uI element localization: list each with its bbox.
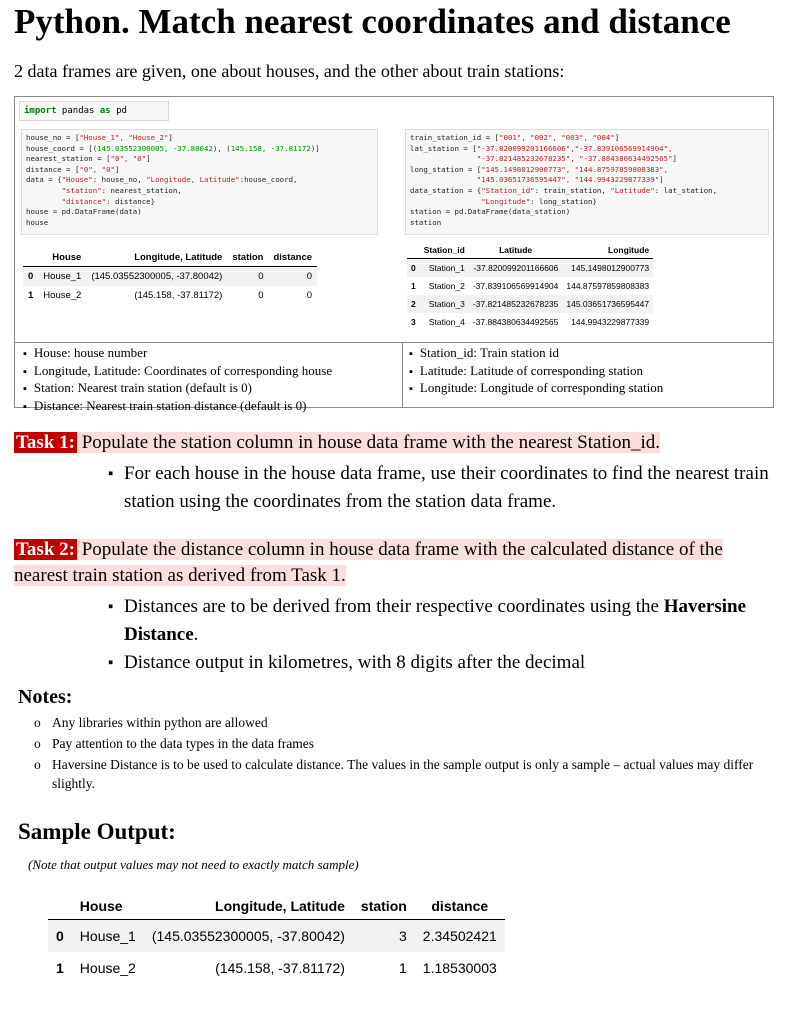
divider <box>15 342 773 343</box>
divider <box>402 342 403 408</box>
list-item: o Haversine Distance is to be used to calculate distance. The values in the sample output is only a sample – actual values may differ slightly. <box>34 755 774 793</box>
table-row: 0 House_1 (145.03552300005, -37.80042) 0 0 <box>23 267 317 287</box>
task-label: Task 2: <box>16 539 75 560</box>
list-item: ▪ House: house number <box>23 345 332 363</box>
import-code-cell <box>19 101 169 121</box>
task-text: Populate the distance column in house data frame with the calculated distance of the <box>76 539 723 560</box>
list-item: ▪ For each house in the house data frame, use their coordinates to find the nearest train station using the coordinates from the station data frame. <box>108 460 778 516</box>
task2-heading <box>14 537 789 589</box>
index-header <box>48 893 72 920</box>
list-item: o Any libraries within python are allowed <box>34 713 774 732</box>
table-row: 1 Station_2 -37.839106569914904 144.87597859808383 <box>411 281 650 291</box>
table-row: 1 House_2 (145.158, -37.81172) 1 1.18530003 <box>56 960 497 976</box>
station-dataframe-table <box>407 242 653 331</box>
table-row: 0 House_1 (145.03552300005, -37.80042) 3 2.34502421 <box>48 920 505 953</box>
house-code-cell: house_no = ["House_1", "House_2"] house_coord = [(145.03552300005, -37.80042), (145.158, -37.81172)] nearest_station = ["0", "0"] distance = ["0", "0"] data = {"House": house_no, "Longitude, Latitude":house_coord, "station": nearest_station, "distance": distance} house = pd.DataFrame(data) house <box>21 129 378 235</box>
station-column-descriptions <box>409 345 663 398</box>
list-item: ▪ Longitude: Longitude of corresponding station <box>409 380 663 398</box>
column-header: House <box>38 249 86 267</box>
station-code-cell: train_station_id = ["001", "002", "003", "004"] lat_station = ["-37.820099201166606","-37.839106569914904", "-37.821485232678235", "-37.884380634492565"] long_station = ["145.1498012900773", "144.87597859808383", "145.03651736595447", "144.9943229877339"] data_station = {"Station_id": train_station, "Latitude": lat_station, "Longitude": long_station} station = pd.DataFrame(data_station) station <box>405 129 769 235</box>
task-text: nearest train station as derived from Task 1. <box>14 565 346 586</box>
table-row: 2 Station_3 -37.821485232678235 145.03651736595447 <box>407 295 653 313</box>
code-text: pandas <box>56 106 100 116</box>
notes-list <box>34 713 774 795</box>
column-header: distance <box>268 249 317 267</box>
column-header: Latitude <box>469 242 563 259</box>
list-item: ▪ Station_id: Train station id <box>409 345 663 363</box>
house-column-descriptions <box>23 345 332 415</box>
page-title: Python. Match nearest coordinates and distance <box>14 2 731 41</box>
list-item: o Pay attention to the data types in the data frames <box>34 734 774 753</box>
list-item: ▪ Station: Nearest train station (default is 0) <box>23 380 332 398</box>
list-item: ▪ Distance output in kilometres, with 8 digits after the decimal <box>108 649 798 677</box>
task2-bullets <box>108 593 798 677</box>
column-header: House <box>72 893 144 920</box>
code-keyword: as <box>99 106 111 116</box>
column-header: station <box>227 249 268 267</box>
task1-heading <box>14 430 660 456</box>
table-row: 1 House_2 (145.158, -37.81172) 0 0 <box>28 290 313 301</box>
house-dataframe-table <box>23 249 317 305</box>
list-item: ▪ Latitude: Latitude of corresponding station <box>409 363 663 381</box>
index-header <box>407 242 420 259</box>
notes-heading: Notes: <box>18 686 73 708</box>
sample-output-heading: Sample Output: <box>18 819 176 844</box>
code-keyword: import <box>24 106 57 116</box>
task-text: Populate the station column in house data frame with the nearest Station_id. <box>76 432 661 453</box>
code-text: pd <box>110 106 127 116</box>
column-header: Longitude, Latitude <box>86 249 227 267</box>
index-header <box>23 249 38 267</box>
sample-output-note: (Note that output values may not need to exactly match sample) <box>28 857 359 872</box>
table-row: 0 Station_1 -37.820099201166606 145.1498012900773 <box>407 259 653 278</box>
list-item: ▪ Distance: Nearest train station distance (default is 0) <box>23 398 332 416</box>
column-header: Longitude, Latitude <box>144 893 353 920</box>
task1-bullets <box>108 460 778 516</box>
sample-output-table <box>48 893 505 984</box>
column-header: Longitude <box>562 242 653 259</box>
table-row: 3 Station_4 -37.884380634492565 144.9943229877339 <box>411 317 650 327</box>
column-header: station <box>353 893 415 920</box>
list-item: ▪ Distances are to be derived from their respective coordinates using the Haversine Distance. <box>108 593 798 649</box>
notebook-screenshot <box>14 96 774 413</box>
intro-text: 2 data frames are given, one about houses, and the other about train stations: <box>14 61 565 81</box>
column-header: distance <box>415 893 505 920</box>
task-label: Task 1: <box>16 432 75 453</box>
column-header: Station_id <box>420 242 469 259</box>
list-item: ▪ Longitude, Latitude: Coordinates of corresponding house <box>23 363 332 381</box>
